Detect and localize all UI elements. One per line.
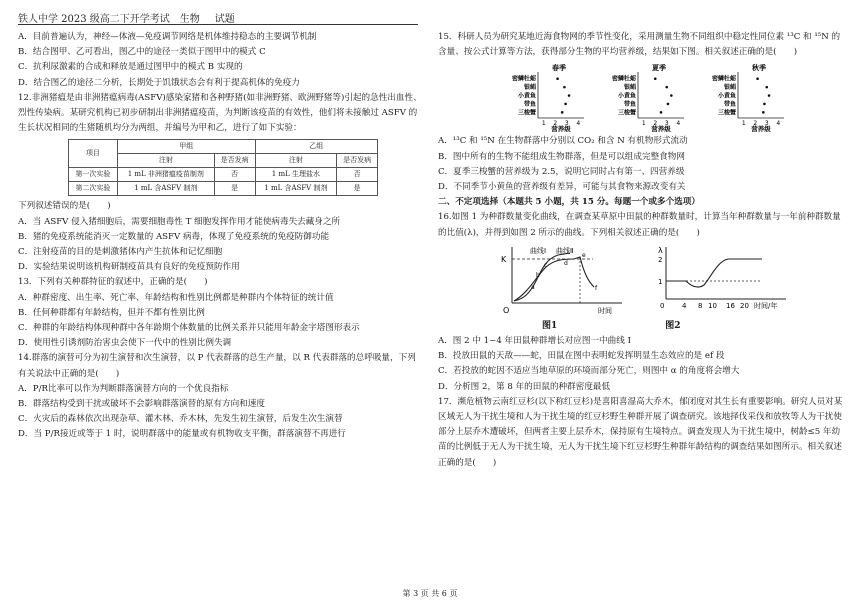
autumn-chart: [698, 62, 790, 132]
chart-point: [654, 78, 657, 81]
chart-point: [763, 103, 766, 106]
fig2-x-tick: 8: [698, 301, 703, 310]
chart-x-tick: 4: [676, 120, 681, 128]
q16-option-c: C．若投放的蛇因不适应当地草原的环境而部分死亡，则图中 α 的角度将会增大: [438, 366, 740, 377]
chart-x-tick: 4: [776, 120, 781, 128]
chart-point: [765, 86, 768, 89]
q14-option-d: D．当 P/R接近或等于 1 时，说明群落中的能量或有机物收支平衡，群落演替不再进行: [18, 429, 346, 440]
q15-option-d: D．不同季节小黄鱼的营养级有差异，可能与其食物来源改变有关: [438, 182, 686, 193]
fig1-curve-2: [514, 257, 594, 301]
chart-category-label: 三梭蟹: [717, 109, 736, 117]
table-header-group-b: 乙组: [255, 140, 377, 154]
chart-x-tick: 2: [553, 120, 558, 128]
q11-option-c: C．抗利尿激素的合成和释放是通过图甲中的模式 B 实现的: [18, 62, 243, 73]
q16-option-d: D．分析图 2，第 8 年的田鼠的种群密度最低: [438, 381, 611, 392]
chart-x-label: 营养级: [651, 125, 671, 133]
fig1-time-label: 时间: [598, 306, 612, 315]
fig1-point-f: f: [595, 284, 598, 292]
fig1-origin-label: O: [503, 305, 510, 315]
fig1-point-a: a: [531, 283, 535, 291]
spring-chart: [498, 62, 590, 132]
chart-x-label: 营养级: [551, 125, 571, 133]
table-cell: 是: [337, 182, 378, 196]
header-rule: [18, 24, 418, 25]
fig1-point-b: b: [536, 271, 540, 279]
q14-option-a: A．P/R比率可以作为判断群落演替方向的一个优良指标: [18, 383, 229, 394]
fig2-lambda-curve: [666, 259, 762, 287]
table-header-item: 项目: [69, 140, 118, 168]
figure-2-caption: 图2: [665, 320, 681, 331]
chart-category-label: 密鳞牡蛎: [611, 76, 636, 84]
chart-category-label: 小黄鱼: [517, 92, 536, 100]
q12-prompt: 下列叙述错误的是( ): [18, 201, 111, 212]
q12-stem: 12.非洲猪瘟是由非洲猪瘟病毒(ASFV)感染家猪和各种野猪(如非洲野猪、欧洲野猪等)引起的急性出血性、烈性传染病。某研究机构已初步研制出非洲猪瘟疫苗，为判断该疫苗的有效性，他们将未接触过 ASFV 的生长状况相同的生猪随机均分为两组，并编号为甲和乙，进行了如下实验：: [18, 92, 422, 134]
right-column: [438, 30, 843, 471]
chart-x-tick: 1: [641, 120, 646, 128]
figure-1-population-curves: [498, 243, 628, 319]
q16-option-b: B．投放田鼠的天敌——蛇，田鼠在图中表明蛇发挥明显生态效应的是 ef 段: [438, 351, 725, 362]
chart-point: [667, 103, 670, 106]
chart-point: [660, 111, 663, 114]
fig1-point-e: e: [582, 251, 586, 259]
chart-category-label: 三梭蟹: [617, 109, 636, 117]
q15-option-b: B．图中所有的生物不能组成生物群落，但是可以组成完整食物网: [438, 151, 685, 162]
table-cell: 第一次实验: [69, 168, 118, 182]
chart-category-label: 小黄鱼: [717, 92, 736, 100]
fig2-time-label: 时间/年: [754, 301, 778, 310]
table-row: [69, 168, 378, 182]
section-two-title: 二、不定项选择（本题共 5 小题，共 15 分。每题一个或多个选项）: [438, 197, 700, 208]
q16-option-a: A．图 2 中 1~4 年田鼠种群增长对应图一中曲线 Ⅰ: [438, 336, 631, 347]
q16-figures: [498, 243, 843, 319]
q12-option-d: D．实验结果说明该机构研制疫苗具有良好的免疫预防作用: [18, 262, 240, 273]
figure-1-caption: 图1: [542, 320, 558, 331]
q13-stem: 13．下列有关种群特征的叙述中，正确的是( ): [18, 277, 208, 288]
q16-stem: 16.如图 1 为种群数量变化曲线，在调查某草原中田鼠的种群数量时，计算当年种群数量与一年前种群数量的比值(λ)，并得到如图 2 所示的曲线。下列相关叙述正确的是( ): [438, 212, 841, 238]
chart-category-label: 带鱼: [723, 101, 736, 109]
table-cell: 1 mL 含ASFV 制剂: [255, 182, 337, 196]
q15-option-c: C．夏季三梭蟹的营养级为 2.5，说明它同时占有第一、四营养级: [438, 166, 685, 177]
summer-chart: [598, 62, 690, 132]
table-subheader: 注射: [117, 154, 214, 168]
chart-x-tick: 3: [764, 120, 769, 128]
chart-point: [563, 86, 566, 89]
q17-stem: 17．濒危植物云南红豆杉(以下称红豆杉)是喜阳喜湿高大乔木，郁闭度对其生长有重要影响。研究人员对某区域无人为干扰生境和人为干扰生境的红豆杉野生种群开展了调查研究。该地择伐采伐和放牧等人为干扰使部分上层乔木遭破坏，但两者主要上层乔木，保持原有生境特点。调查发现人为干扰生境中，树龄≤5 年幼苗的比例低于无人为干扰生境，无人为干扰生境下红豆杉野生种群年龄结构的调查结果如图所示。相关叙述正确的是( ): [438, 396, 843, 468]
q12-option-a: A．当 ASFV 侵入猪细胞后，需要细胞毒性 T 细胞发挥作用才能使病毒失去藏身之所: [18, 216, 341, 227]
fig2-x-tick: 4: [682, 301, 687, 310]
q14-option-c: C．火灾后的森林依次出现杂草、灌木林、乔木林，先发生初生演替，后发生次生演替: [18, 414, 343, 425]
fig1-curve-2-label: 曲线Ⅱ: [556, 246, 574, 255]
fig2-x-tick: 20: [740, 301, 749, 310]
chart-point: [564, 103, 567, 106]
chart-point: [561, 111, 564, 114]
chart-category-label: 密鳞牡蛎: [711, 76, 736, 84]
experiment-table: [68, 139, 378, 196]
table-cell: 是: [214, 182, 255, 196]
fig2-x-tick: 10: [708, 301, 717, 310]
table-header-group-a: 甲组: [117, 140, 255, 154]
q11-option-b: B．结合图甲、乙可看出，图乙中的途径一类似于图甲中的模式 C: [18, 47, 266, 58]
fig1-k-label: K: [501, 254, 507, 264]
chart-point: [556, 78, 559, 81]
fig1-curve-1-label: 曲线Ⅰ: [530, 246, 547, 255]
chart-x-tick: 2: [653, 120, 658, 128]
chart-point: [568, 95, 571, 98]
figure-2-lambda-curve: [652, 243, 792, 319]
table-subheader: 是否发病: [214, 154, 255, 168]
fig2-y-tick-2: 2: [658, 255, 663, 264]
chart-category-label: 带鱼: [523, 101, 536, 109]
chart-title: 秋季: [752, 64, 766, 73]
fig2-y-tick-1: 1: [658, 277, 663, 286]
chart-title: 春季: [552, 64, 566, 73]
fig2-x-tick: 16: [726, 301, 735, 310]
chart-category-label: 密鳞牡蛎: [511, 76, 536, 84]
chart-x-tick: 2: [753, 120, 758, 128]
q13-option-b: B．任何种群都有年龄结构，但并不都有性别比例: [18, 307, 205, 318]
chart-category-label: 银鲳: [523, 84, 536, 92]
table-row: [69, 182, 378, 196]
q13-option-c: C．种群的年龄结构体现种群中各年龄期个体数量的比例关系并只能用年龄金字塔图形表示: [18, 323, 360, 334]
chart-x-tick: 1: [541, 120, 546, 128]
q14-stem: 14.群落的演替可分为初生演替和次生演替，以 P 代表群落的总生产量，以 R 代表群落的总呼吸量，下列有关说法中正确的是( ): [18, 353, 416, 379]
table-cell: 否: [214, 168, 255, 182]
table-subheader: 注射: [255, 154, 337, 168]
q12-option-c: C．注射疫苗的目的是刺激猪体内产生抗体和记忆细胞: [18, 247, 223, 258]
chart-category-label: 带鱼: [623, 101, 636, 109]
fig1-point-d: d: [564, 259, 568, 267]
q13-option-a: A．种群密度、出生率、死亡率、年龄结构和性别比例都是种群内个体特征的统计值: [18, 292, 334, 303]
chart-point: [756, 78, 759, 81]
table-cell: 否: [337, 168, 378, 182]
page-footer: 第 3 页 共 6 页: [402, 589, 458, 598]
page-header: 铁人中学 2023 级高二下开学考试__生物___试题: [18, 14, 235, 25]
fig1-point-c: c: [544, 261, 548, 269]
q14-option-b: B．群落结构受到干扰或破坏不会影响群落演替的原有方向和速度: [18, 399, 265, 410]
chart-point: [762, 111, 765, 114]
fig2-lambda-label: λ: [658, 245, 663, 255]
chart-category-label: 三梭蟹: [517, 109, 536, 117]
chart-x-tick: 1: [741, 120, 746, 128]
fig2-x-tick: 0: [660, 301, 665, 310]
chart-point: [670, 95, 673, 98]
q15-stem: 15．科研人员为研究某地近海食物网的季节性变化，采用测量生物不同组织中稳定性同位素 ¹³C 和 ¹⁵N 的含量、按公式计算等方法，获得部分生物的平均营养级，结果如下图。相关叙述正确的是( ): [438, 32, 841, 58]
table-cell: 1 mL 生理盐水: [255, 168, 337, 182]
chart-x-tick: 3: [664, 120, 669, 128]
chart-x-tick: 3: [564, 120, 569, 128]
chart-point: [665, 86, 668, 89]
chart-category-label: 小黄鱼: [617, 92, 636, 100]
q15-option-a: A．¹³C 和 ¹⁵N 在生物群落中分别以 CO₂ 和含 N 有机物形式流动: [438, 136, 688, 147]
left-column: [18, 30, 423, 443]
table-cell: 1 mL 含ASFV 制剂: [117, 182, 214, 196]
chart-x-tick: 4: [576, 120, 581, 128]
table-cell: 1 mL 非洲猪瘟疫苗制剂: [117, 168, 214, 182]
chart-category-label: 银鲳: [723, 84, 736, 92]
q15-charts: [498, 62, 843, 132]
q13-option-d: D．使用性引诱剂防治害虫会使下一代中的性别比例失调: [18, 338, 232, 349]
q11-option-a: A．目前普遍认为，神经—体液—免疫调节网络是机体维持稳态的主要调节机制: [18, 32, 317, 42]
chart-title: 夏季: [652, 64, 666, 73]
chart-category-label: 银鲳: [623, 84, 636, 92]
chart-point: [768, 95, 771, 98]
table-subheader: 是否发病: [337, 154, 378, 168]
chart-x-label: 营养级: [751, 125, 771, 133]
table-cell: 第二次实验: [69, 182, 118, 196]
q11-option-d: D．结合图乙的途径二分析，长期处于饥饿状态会有利于提高机体的免疫力: [18, 77, 300, 88]
q12-option-b: B．猪的免疫系统能消灭一定数量的 ASFV 病毒，体现了免疫系统的免疫防御功能: [18, 231, 330, 242]
